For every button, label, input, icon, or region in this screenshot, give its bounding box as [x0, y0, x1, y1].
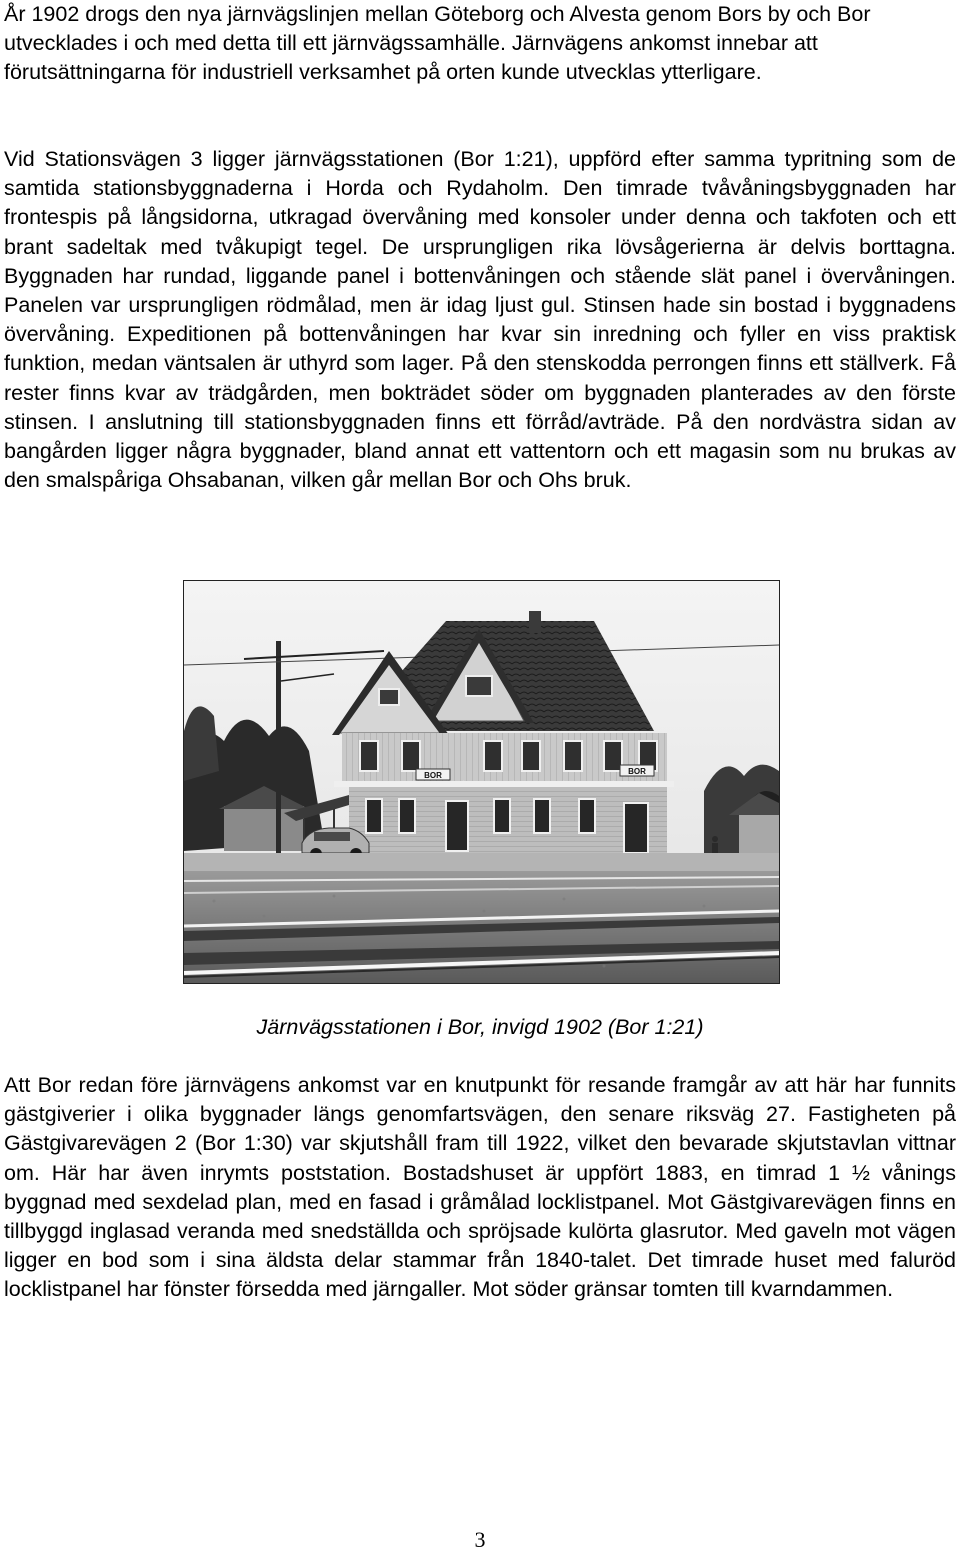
catenary-pole — [276, 641, 281, 861]
station-sign-left-text: BOR — [424, 771, 442, 780]
photo-caption: Järnvägsstationen i Bor, invigd 1902 (Bor 1:21) — [256, 1015, 704, 1039]
platform — [184, 853, 779, 871]
paragraph-railway-history: År 1902 drogs den nya järnvägslinjen mellan Göteborg och Alvesta genom Bors by och Bor utvecklades i och med detta till ett järnvägssamhälle. Järnvägens ankomst innebar att förutsättningarna för industriell verksamhet på orten kunde utvecklas ytterligare. — [4, 2, 871, 85]
station-sign-right-text: BOR — [628, 767, 646, 776]
station-photo — [183, 580, 780, 984]
page-number: 3 — [474, 1527, 486, 1552]
paragraph-inn-history: Att Bor redan före järnvägens ankomst var en knutpunkt för resande framgår av att här har funnits gästgiverier i olika byggnader längs genomfartsvägen, den senare riksväg 27. Fastigheten på Gästgivarevägen 2 (Bor 1:30) var skjutshåll fram till 1922, vilket den bevarade skjutstavlan vittnar om. Här har även inrymts poststation. Bostadshuset är uppfört 1883, en timrad 1 ½ vånings byggnad med sexdelad plan, med en fasad i gråmålad locklistpanel. Mot Gästgivarevägen finns en tillbyggd inglasad veranda med snedställda och spröjsade kulörta glasrutor. Med gaveln mot vägen ligger en bod som i sina äldsta delar stammar från 1840-talet. Det timrade huset med faluröd locklistpanel har fönster försedda med järngaller. Mot söder gränsar tomten till kvarndammen. — [4, 1073, 956, 1302]
paragraph-station-description: Vid Stationsvägen 3 ligger järnvägsstationen (Bor 1:21), uppförd efter samma typritning som de samtida stationsbyggnaderna i Horda och Rydaholm. Den timrade tvåvåningsbyggnaden har frontespis på långsidorna, utkragad övervåning med konsoler under denna och takfoten och ett brant sadeltak med tvåkupigt tegel. De ursprungligen rika lövsågerierna är delvis borttagna. Byggnaden har rundad, liggande panel i bottenvåningen och stående slät panel i övervåningen. Panelen var ursprungligen rödmålad, men är idag ljust gul. Stinsen hade sin bostad i byggnadens övervåning. Expeditionen på bottenvåningen har kvar sin inredning och fyller en viss praktisk funktion, medan väntsalen är uthyrd som lager. På den stenskodda perrongen finns ett ställverk. Få rester finns kvar av trädgården, men bokträdet söder om byggnaden planterades av den förste stinsen. I anslutning till stationsbyggnaden finns ett förråd/avträde. På den nordvästra sidan av bangården ligger några byggnader, bland annat ett vattentorn och ett magasin som nu brukas av den smalspåriga Ohsabanan, vilken går mellan Bor och Ohs bruk. — [4, 147, 956, 493]
document-page — [4, 0, 956, 1557]
